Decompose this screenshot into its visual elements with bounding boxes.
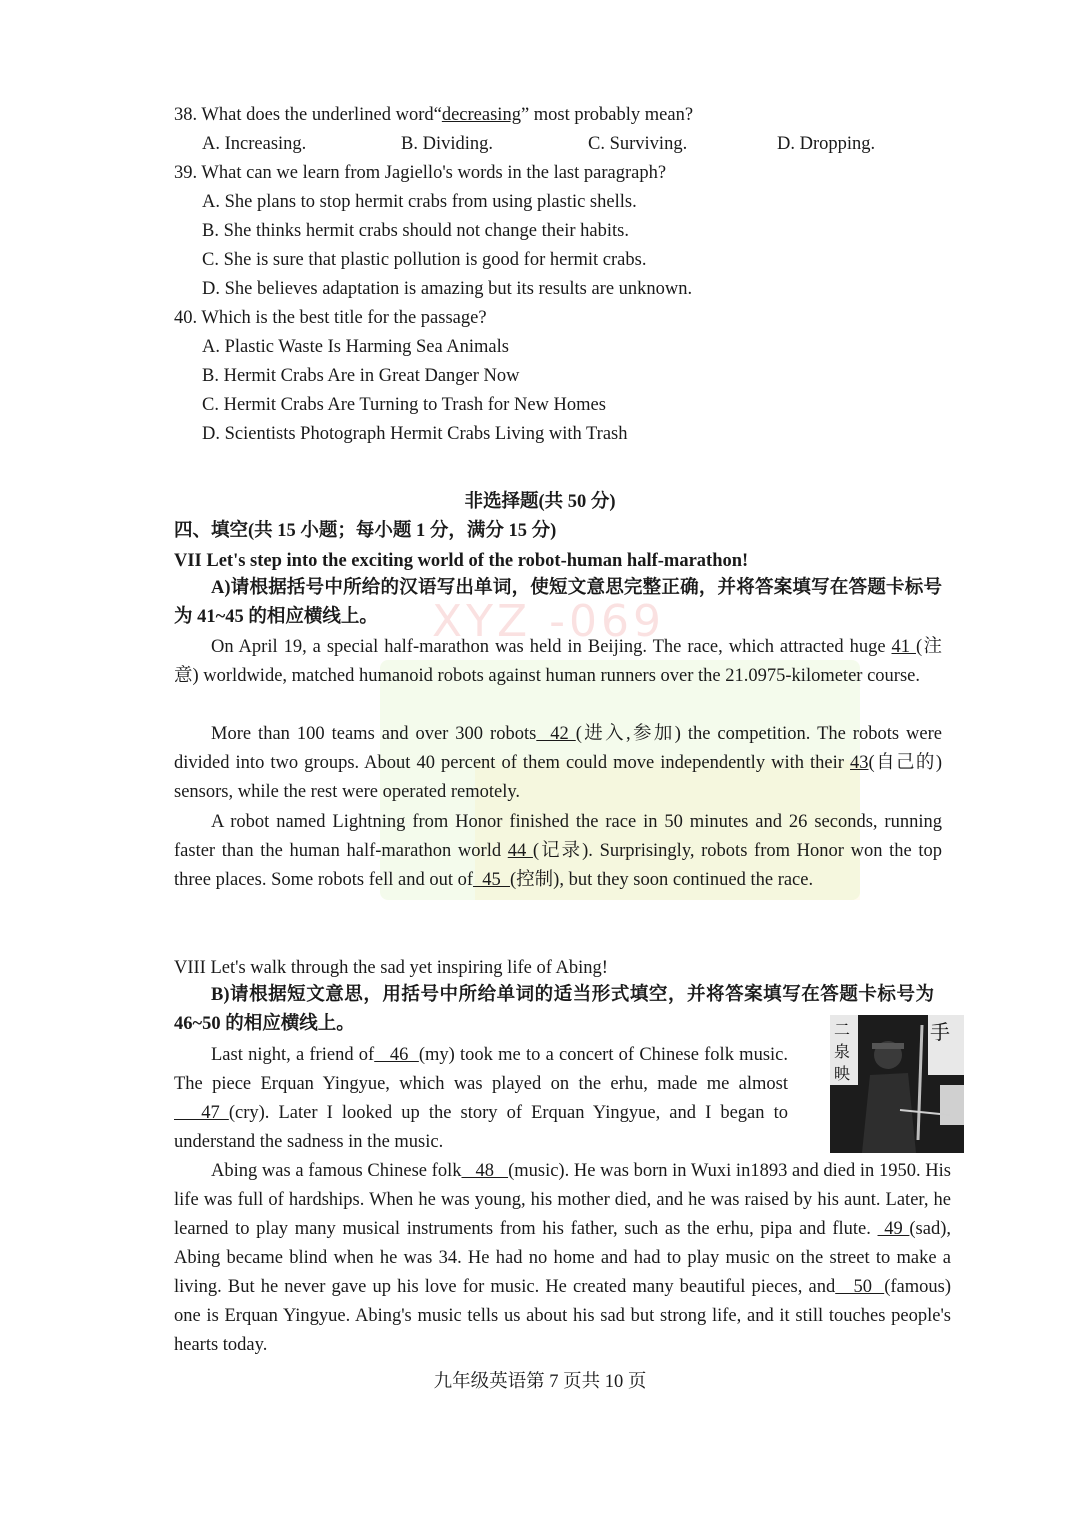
viii-paragraph-1: Last night, a friend of 46 (my) took me to a concert of Chinese folk music. The piece Erquan Yingyue, which was played on the erhu, made me almost 47 (cry). Later I looked up the story of Erquan Yingyue, and I began to understand the sadness in the music. [174, 1045, 788, 1152]
section-viii-heading: VIII Let's walk through the sad yet inspiring life of Abing! [174, 958, 608, 978]
blank-48: 48 [461, 1161, 509, 1181]
q39-option-c: C. She is sure that plastic pollution is good for hermit crabs. [202, 250, 647, 270]
watermark-text: XYZ -069 [432, 596, 666, 647]
question-39-stem: 39. What can we learn from Jagiello's words in the last paragraph? [174, 163, 667, 183]
q40-option-b: B. Hermit Crabs Are in Great Danger Now [202, 366, 520, 386]
q39-option-a: A. She plans to stop hermit crabs from using plastic shells. [202, 192, 637, 212]
section-title: 非选择题(共 50 分) [464, 492, 616, 512]
svg-text:映: 映 [834, 1064, 851, 1083]
blank-49: 49 [877, 1219, 910, 1239]
section-vii-instruction: A)请根据括号中所给的汉语写出单词，使短文意思完整正确，并将答案填写在答题卡标号为 41~45 的相应横线上。 [174, 578, 942, 627]
q39-option-d: D. She believes adaptation is amazing but its results are unknown. [202, 279, 693, 299]
q38-option-b: B. Dividing. [401, 134, 493, 154]
q38-option-d: D. Dropping. [777, 134, 876, 154]
q40-option-a: A. Plastic Waste Is Harming Sea Animals [202, 337, 509, 357]
vii-paragraph-3: A robot named Lightning from Honor finished the race in 50 minutes and 26 seconds, running faster than the human half-marathon world 44 (记录). Surprisingly, robots from Honor won the top three places. Some robots fell and out of 45 (控制), but they soon continued the race. [174, 812, 942, 890]
question-40-stem: 40. Which is the best title for the passage? [174, 308, 487, 328]
viii-paragraph-2: Abing was a famous Chinese folk 48 (music). He was born in Wuxi in1893 and died in 1950. His life was full of hardships. When he was young, his mother died, and he was raised by his aunt. Later, he learned to play many musical instruments from his father, such as the erhu, pipa and flute. 49 (sad), Abing became blind when he was 34. He had no home and had to play music on the street to make a living. But he never gave up his love for music. He created many beautiful pieces, and 50 (famous) one is Erquan Yingyue. Abing's music tells us about his sad but strong life, and it still touches people's hearts today. [174, 1161, 952, 1355]
underlined-word: decreasing [441, 105, 521, 125]
vii-paragraph-2: More than 100 teams and over 300 robots 42 (进入,参加) the competition. The robots were divided into two groups. About 40 percent of them could move independently with their 43(自己的) sensors, while the rest were operated remotely. [174, 724, 942, 802]
blank-46: 46 [374, 1045, 419, 1065]
q38-option-a: A. Increasing. [202, 134, 307, 154]
blank-47: 47 [174, 1103, 229, 1123]
abing-figure-icon [830, 1015, 964, 1153]
abing-erhu-illustration [830, 1015, 964, 1153]
svg-text:泉: 泉 [834, 1042, 851, 1061]
vii-paragraph-1: On April 19, a special half-marathon was held in Beijing. The race, which attracted huge 41 (注意) worldwide, matched humanoid robots against human runners over the 21.0975-kilometer course. [174, 637, 942, 686]
page-footer: 九年级英语第 7 页共 10 页 [433, 1372, 647, 1392]
q38-option-c: C. Surviving. [588, 134, 688, 154]
section-viii-instruction: B)请根据短文意思，用括号中所给单词的适当形式填空，并将答案填写在答题卡标号为 46~50 的相应横线上。 [174, 985, 934, 1034]
section-vii-heading: VII Let's step into the exciting world of the robot-human half-marathon! [174, 551, 749, 571]
q39-option-b: B. She thinks hermit crabs should not change their habits. [202, 221, 629, 241]
svg-text:手: 手 [930, 1020, 950, 1044]
blank-43: 43 [850, 753, 869, 773]
blank-50: 50 [835, 1277, 885, 1297]
q40-option-d: D. Scientists Photograph Hermit Crabs Living with Trash [202, 424, 628, 444]
blank-45: 45 [473, 870, 510, 890]
q40-option-c: C. Hermit Crabs Are Turning to Trash for New Homes [202, 395, 606, 415]
svg-text:二: 二 [834, 1020, 851, 1039]
blank-41: 41 [891, 637, 916, 657]
blank-42: 42 [536, 724, 576, 744]
section-part-heading: 四、填空(共 15 小题；每小题 1 分，满分 15 分) [174, 521, 557, 541]
blank-44: 44 [507, 841, 533, 861]
question-38-stem: 38. What does the underlined word“decreasing” most probably mean? [174, 105, 694, 125]
